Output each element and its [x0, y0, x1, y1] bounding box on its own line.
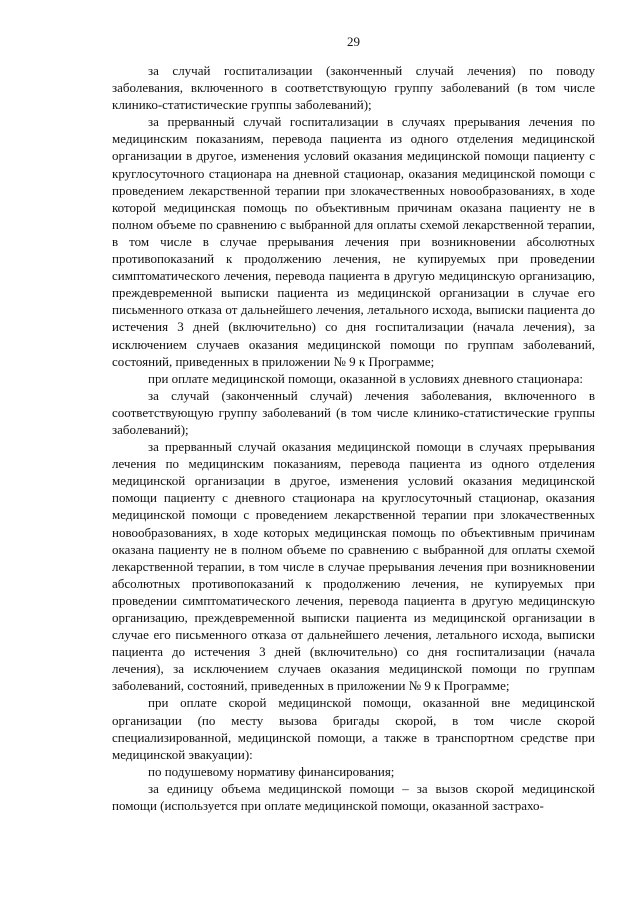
- paragraph-per-capita-norm: по подушевому нормативу финансирования;: [148, 763, 395, 779]
- document-page: [112, 34, 595, 814]
- paragraph-day-hospital-completed-case: за случай (законченный случай) лечения заболевания, включенного в соответствующую группу заболеваний (в том числе клинико-статистические группы заболеваний);: [112, 387, 595, 437]
- paragraph-hospital-completed-case: за случай госпитализации (законченный случай лечения) по поводу заболевания, включенного в соответствующую группу заболеваний (в том числе клинико-статистические группы заболеваний);: [112, 63, 595, 113]
- page-number: 29: [347, 34, 360, 49]
- paragraph-emergency-care-intro: при оплате скорой медицинской помощи, оказанной вне медицинской организации (по месту вызова бригады скорой, в том числе скорой специализированной, медицинской помощи, а также в транспортном средстве при медицинской эвакуации):: [112, 695, 595, 762]
- paragraph-per-unit-volume: за единицу объема медицинской помощи – за вызов скорой медицинской помощи (используется при оплате медицинской помощи, оказанной застрахо-: [112, 780, 595, 814]
- paragraph-day-hospital-interrupted-case: за прерванный случай оказания медицинской помощи в случаях прерывания лечения по медицинским показаниям, перевода пациента из одного отделения медицинской организации в другое, изменения условий оказания медицинской помощи пациенту с дневного стационара на круглосуточный стационар, оказания медицинской помощи с проведением лекарственной терапии при злокачественных новообразованиях, в ходе которых медицинская помощь по объективным причинам оказана пациенту не в полном объеме по сравнению с выбранной для оплаты схемой лекарственной терапии, в том числе в случае прерывания лечения при возникновении абсолютных противопоказаний к продолжению лечения, не купируемых при проведении симптоматического лечения, перевода пациента в другую медицинскую организацию, преждевременной выписки пациента из медицинской организации в случае его письменного отказа от дальнейшего лечения, летального исхода, выписки пациента до истечения 3 дней (включительно) со дня госпитализации (начала лечения), за исключением случаев оказания медицинской помощи по группам заболеваний, состояний, приведенных в приложении № 9 к Программе;: [112, 439, 595, 694]
- paragraph-day-hospital-intro: при оплате медицинской помощи, оказанной в условиях дневного стационара:: [148, 370, 584, 386]
- paragraph-hospital-interrupted-case: за прерванный случай госпитализации в случаях прерывания лечения по медицинским показаниям, перевода пациента из одного отделения медицинской организации в другое, изменения условий оказания медицинской помощи пациенту с круглосуточного стационара на дневной стационар, оказания медицинской помощи с проведением лекарственной терапии при злокачественных новообразованиях, в ходе которой медицинская помощь по объективным причинам оказана пациенту не в полном объеме по сравнению с выбранной для оплаты схемой лекарственной терапии, в том числе в случае прерывания лечения при возникновении абсолютных противопоказаний к продолжению лечения, не купируемых при проведении симптоматического лечения, перевода пациента в другую медицинскую организацию, преждевременной выписки пациента из медицинской организации в случае его письменного отказа от дальнейшего лечения, летального исхода, выписки пациента до истечения 3 дней (включительно) со дня госпитализации (начала лечения), за исключением случаев оказания медицинской помощи по группам заболеваний, состояний, приведенных в приложении № 9 к Программе;: [112, 114, 595, 369]
